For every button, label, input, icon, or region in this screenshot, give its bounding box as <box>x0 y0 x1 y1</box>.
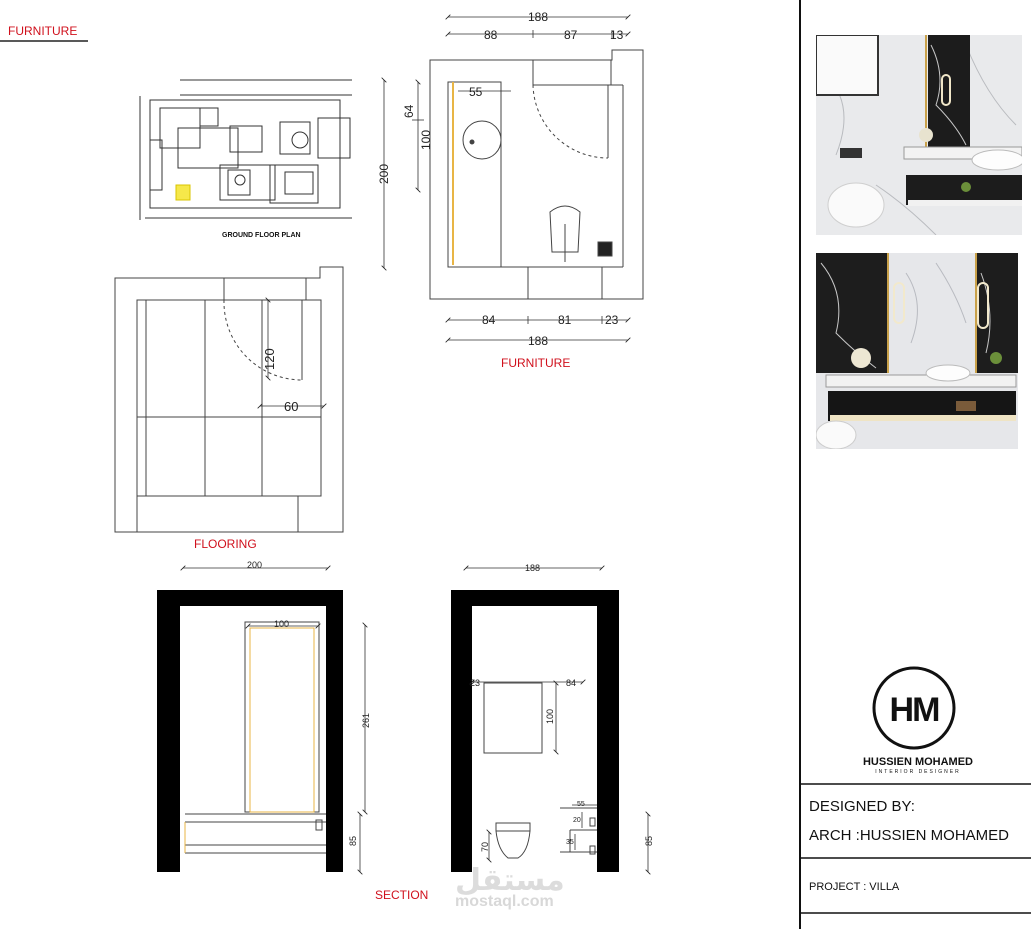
dim-basin-width: 55 <box>469 85 483 99</box>
dim-top-overall: 188 <box>528 10 549 24</box>
dim-bottom-overall: 188 <box>528 334 549 348</box>
dim-section-left-width: 200 <box>247 560 263 570</box>
furniture-tag: FURNITURE <box>8 24 78 38</box>
section-caption: SECTION <box>375 888 429 902</box>
render-photo-1 <box>816 35 1022 235</box>
section-right <box>451 590 619 872</box>
designer-name: ARCH :HUSSIEN MOHAMED <box>809 827 1010 844</box>
dim-wc-height: 70 <box>480 841 490 852</box>
dim-section-left-height: 261 <box>361 712 371 728</box>
dim-mirror-right: 84 <box>566 678 577 688</box>
dim-shelf-gap: 20 <box>573 817 581 824</box>
ground-floor-label: GROUND FLOOR PLAN <box>222 232 301 239</box>
furniture-plan <box>430 50 643 299</box>
logo-letters: HM <box>889 691 939 729</box>
dim-top-part-2: 87 <box>564 28 578 42</box>
company-sub: INTERIOR DESIGNER <box>875 769 961 775</box>
vanity-counter <box>448 82 501 267</box>
section-left <box>157 590 343 872</box>
dim-bottom-part-2: 81 <box>558 313 572 327</box>
dim-section-right-width: 188 <box>525 563 541 573</box>
watermark-arabic: مستقل <box>455 863 565 898</box>
company-name: HUSSIEN MOHAMED <box>862 756 974 768</box>
project-name: PROJECT : VILLA <box>809 881 900 893</box>
ground-floor-plan <box>140 80 352 220</box>
dim-door-width: 60 <box>284 399 299 414</box>
dim-section-right-counter: 85 <box>644 835 654 846</box>
flooring-caption: FLOORING <box>194 537 257 551</box>
dim-section-left-counter: 85 <box>348 835 358 846</box>
washbasin <box>463 121 501 159</box>
furniture-dims <box>384 17 628 340</box>
dim-left-part-1: 64 <box>402 104 416 118</box>
dim-top-part-3: 13 <box>610 28 624 42</box>
flooring-plan <box>115 267 343 532</box>
dim-bottom-part-1: 84 <box>482 313 496 327</box>
dim-mirror-height: 100 <box>545 708 555 724</box>
dim-mirror-left: 23 <box>470 678 481 688</box>
dim-bottom-part-3: 23 <box>605 313 619 327</box>
dim-shelf-depth: 35 <box>566 839 574 846</box>
dim-door-height: 120 <box>262 348 277 370</box>
dim-shelf-width: 55 <box>577 801 585 808</box>
render-photo-2 <box>816 253 1018 449</box>
floor-drain <box>598 242 612 256</box>
dim-left-overall: 200 <box>377 163 391 184</box>
watermark-latin: mostaql.com <box>455 893 554 910</box>
dim-left-part-2: 100 <box>419 129 433 150</box>
dim-top-part-1: 88 <box>484 28 498 42</box>
furniture-caption: FURNITURE <box>501 356 571 370</box>
dim-section-left-panel: 100 <box>274 619 290 629</box>
designed-by-label: DESIGNED BY: <box>809 798 915 815</box>
door-frame <box>533 60 611 85</box>
